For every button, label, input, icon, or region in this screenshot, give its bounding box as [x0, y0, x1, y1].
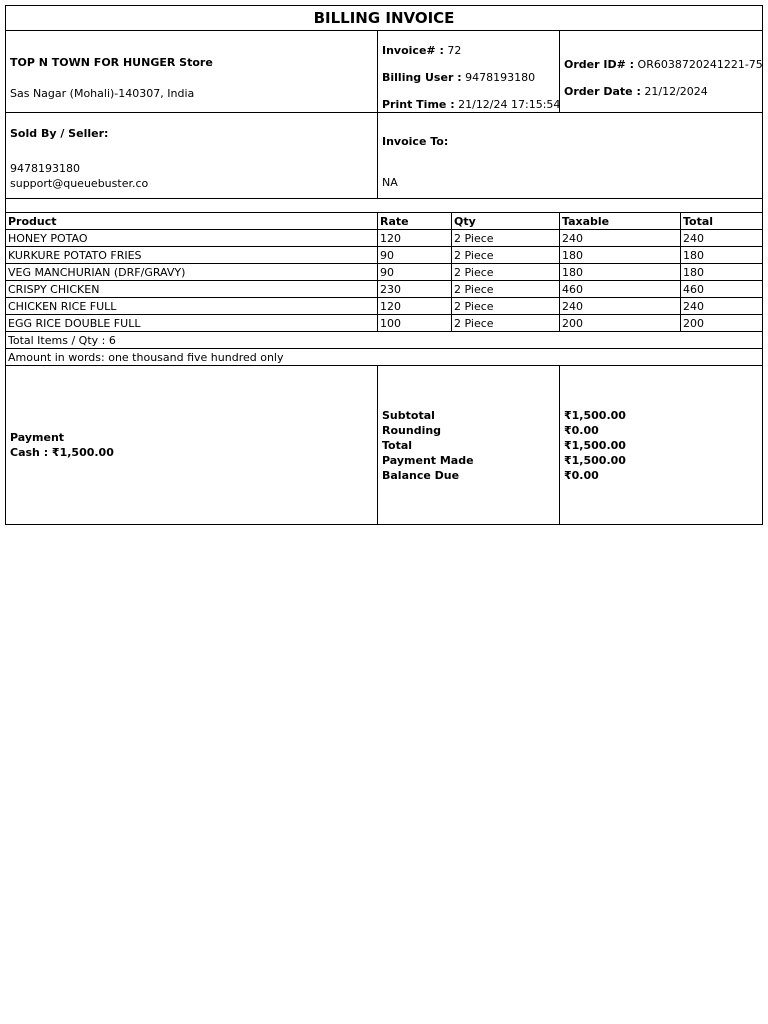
- item-total: 240: [681, 230, 763, 247]
- item-product: CRISPY CHICKEN: [6, 281, 378, 298]
- item-qty: 2 Piece: [452, 315, 560, 332]
- payment-label: Payment: [10, 431, 65, 444]
- print-time-line: [382, 98, 561, 111]
- item-rate: 90: [378, 264, 452, 281]
- invoice-meta-cell: [378, 31, 560, 113]
- item-total: 180: [681, 247, 763, 264]
- item-rate: 120: [378, 298, 452, 315]
- seller-email: support@queuebuster.co: [10, 177, 149, 190]
- order-date: 21/12/2024: [644, 85, 708, 98]
- spacer-cell: [6, 199, 763, 213]
- order-meta-cell: [560, 31, 763, 113]
- order-id-line: [564, 58, 763, 71]
- print-time-label: Print Time :: [382, 98, 455, 111]
- payment-made-value: ₹1,500.00: [564, 453, 626, 467]
- item-product: HONEY POTAO: [6, 230, 378, 247]
- item-total: 460: [681, 281, 763, 298]
- item-product: VEG MANCHURIAN (DRF/GRAVY): [6, 264, 378, 281]
- header-row: [6, 31, 763, 113]
- title-row: [6, 6, 763, 31]
- invoice-table: [5, 5, 763, 525]
- item-product: KURKURE POTATO FRIES: [6, 247, 378, 264]
- store-address: Sas Nagar (Mohali)-140307, India: [10, 87, 195, 100]
- order-id: OR6038720241221-75: [637, 58, 763, 71]
- rounding-label: Rounding: [382, 423, 442, 437]
- balance-due-label: Balance Due: [382, 468, 460, 482]
- table-row: [6, 264, 763, 281]
- invoice-number: 72: [447, 44, 462, 57]
- item-rate: 100: [378, 315, 452, 332]
- store-name: TOP N TOWN FOR HUNGER Store: [10, 56, 213, 69]
- col-header-qty: Qty: [452, 213, 560, 230]
- item-total: 180: [681, 264, 763, 281]
- subtotal-label: Subtotal: [382, 408, 435, 422]
- table-row: [6, 281, 763, 298]
- table-row: [6, 315, 763, 332]
- col-header-total: Total: [681, 213, 763, 230]
- item-qty: 2 Piece: [452, 281, 560, 298]
- seller-phone: 9478193180: [10, 162, 80, 175]
- item-rate: 120: [378, 230, 452, 247]
- summary-values-cell: [560, 366, 763, 525]
- balance-due-value: ₹0.00: [564, 468, 599, 482]
- store-cell: [6, 31, 378, 113]
- order-date-label: Order Date :: [564, 85, 641, 98]
- item-product: CHICKEN RICE FULL: [6, 298, 378, 315]
- billing-user-label: Billing User :: [382, 71, 462, 84]
- billing-user: 9478193180: [465, 71, 536, 84]
- payment-cell: [6, 366, 378, 525]
- total-items: Total Items / Qty : 6: [6, 332, 763, 349]
- items-header-row: [6, 213, 763, 230]
- table-row: [6, 230, 763, 247]
- rounding-value: ₹0.00: [564, 423, 599, 437]
- item-taxable: 240: [560, 298, 681, 315]
- col-header-rate: Rate: [378, 213, 452, 230]
- item-taxable: 180: [560, 264, 681, 281]
- item-qty: 2 Piece: [452, 230, 560, 247]
- customer-name: NA: [382, 176, 398, 189]
- customer-cell: [378, 113, 763, 199]
- print-time: 21/12/24 17:15:54: [458, 98, 561, 111]
- item-total: 240: [681, 298, 763, 315]
- summary-labels-cell: [378, 366, 560, 525]
- item-product: EGG RICE DOUBLE FULL: [6, 315, 378, 332]
- item-total: 200: [681, 315, 763, 332]
- order-date-line: [564, 85, 758, 98]
- item-rate: 230: [378, 281, 452, 298]
- item-taxable: 460: [560, 281, 681, 298]
- summary-row: [6, 366, 763, 525]
- table-row: [6, 247, 763, 264]
- item-qty: 2 Piece: [452, 264, 560, 281]
- item-qty: 2 Piece: [452, 298, 560, 315]
- spacer-row: [6, 199, 763, 213]
- total-value: ₹1,500.00: [564, 438, 626, 452]
- amount-in-words: Amount in words: one thousand five hundred only: [6, 349, 763, 366]
- invoice-number-label: Invoice# :: [382, 44, 444, 57]
- billing-user-line: [382, 71, 555, 84]
- item-taxable: 180: [560, 247, 681, 264]
- seller-label: Sold By / Seller:: [10, 127, 109, 140]
- seller-row: [6, 113, 763, 199]
- payment-made-label: Payment Made: [382, 453, 474, 467]
- item-taxable: 240: [560, 230, 681, 247]
- item-taxable: 200: [560, 315, 681, 332]
- invoice-number-line: [382, 44, 555, 57]
- invoice-title: BILLING INVOICE: [6, 6, 763, 31]
- table-row: [6, 298, 763, 315]
- payment-cash: Cash : ₹1,500.00: [10, 446, 114, 459]
- invoice-to-label: Invoice To:: [382, 135, 449, 148]
- items-table: [6, 213, 763, 332]
- invoice-sheet: [5, 5, 762, 525]
- item-qty: 2 Piece: [452, 247, 560, 264]
- subtotal-value: ₹1,500.00: [564, 408, 626, 422]
- seller-cell: [6, 113, 378, 199]
- order-id-label: Order ID# :: [564, 58, 635, 71]
- item-rate: 90: [378, 247, 452, 264]
- col-header-taxable: Taxable: [560, 213, 681, 230]
- amount-words-row: [6, 349, 763, 366]
- total-label: Total: [382, 438, 413, 452]
- total-items-row: [6, 332, 763, 349]
- col-header-product: Product: [6, 213, 378, 230]
